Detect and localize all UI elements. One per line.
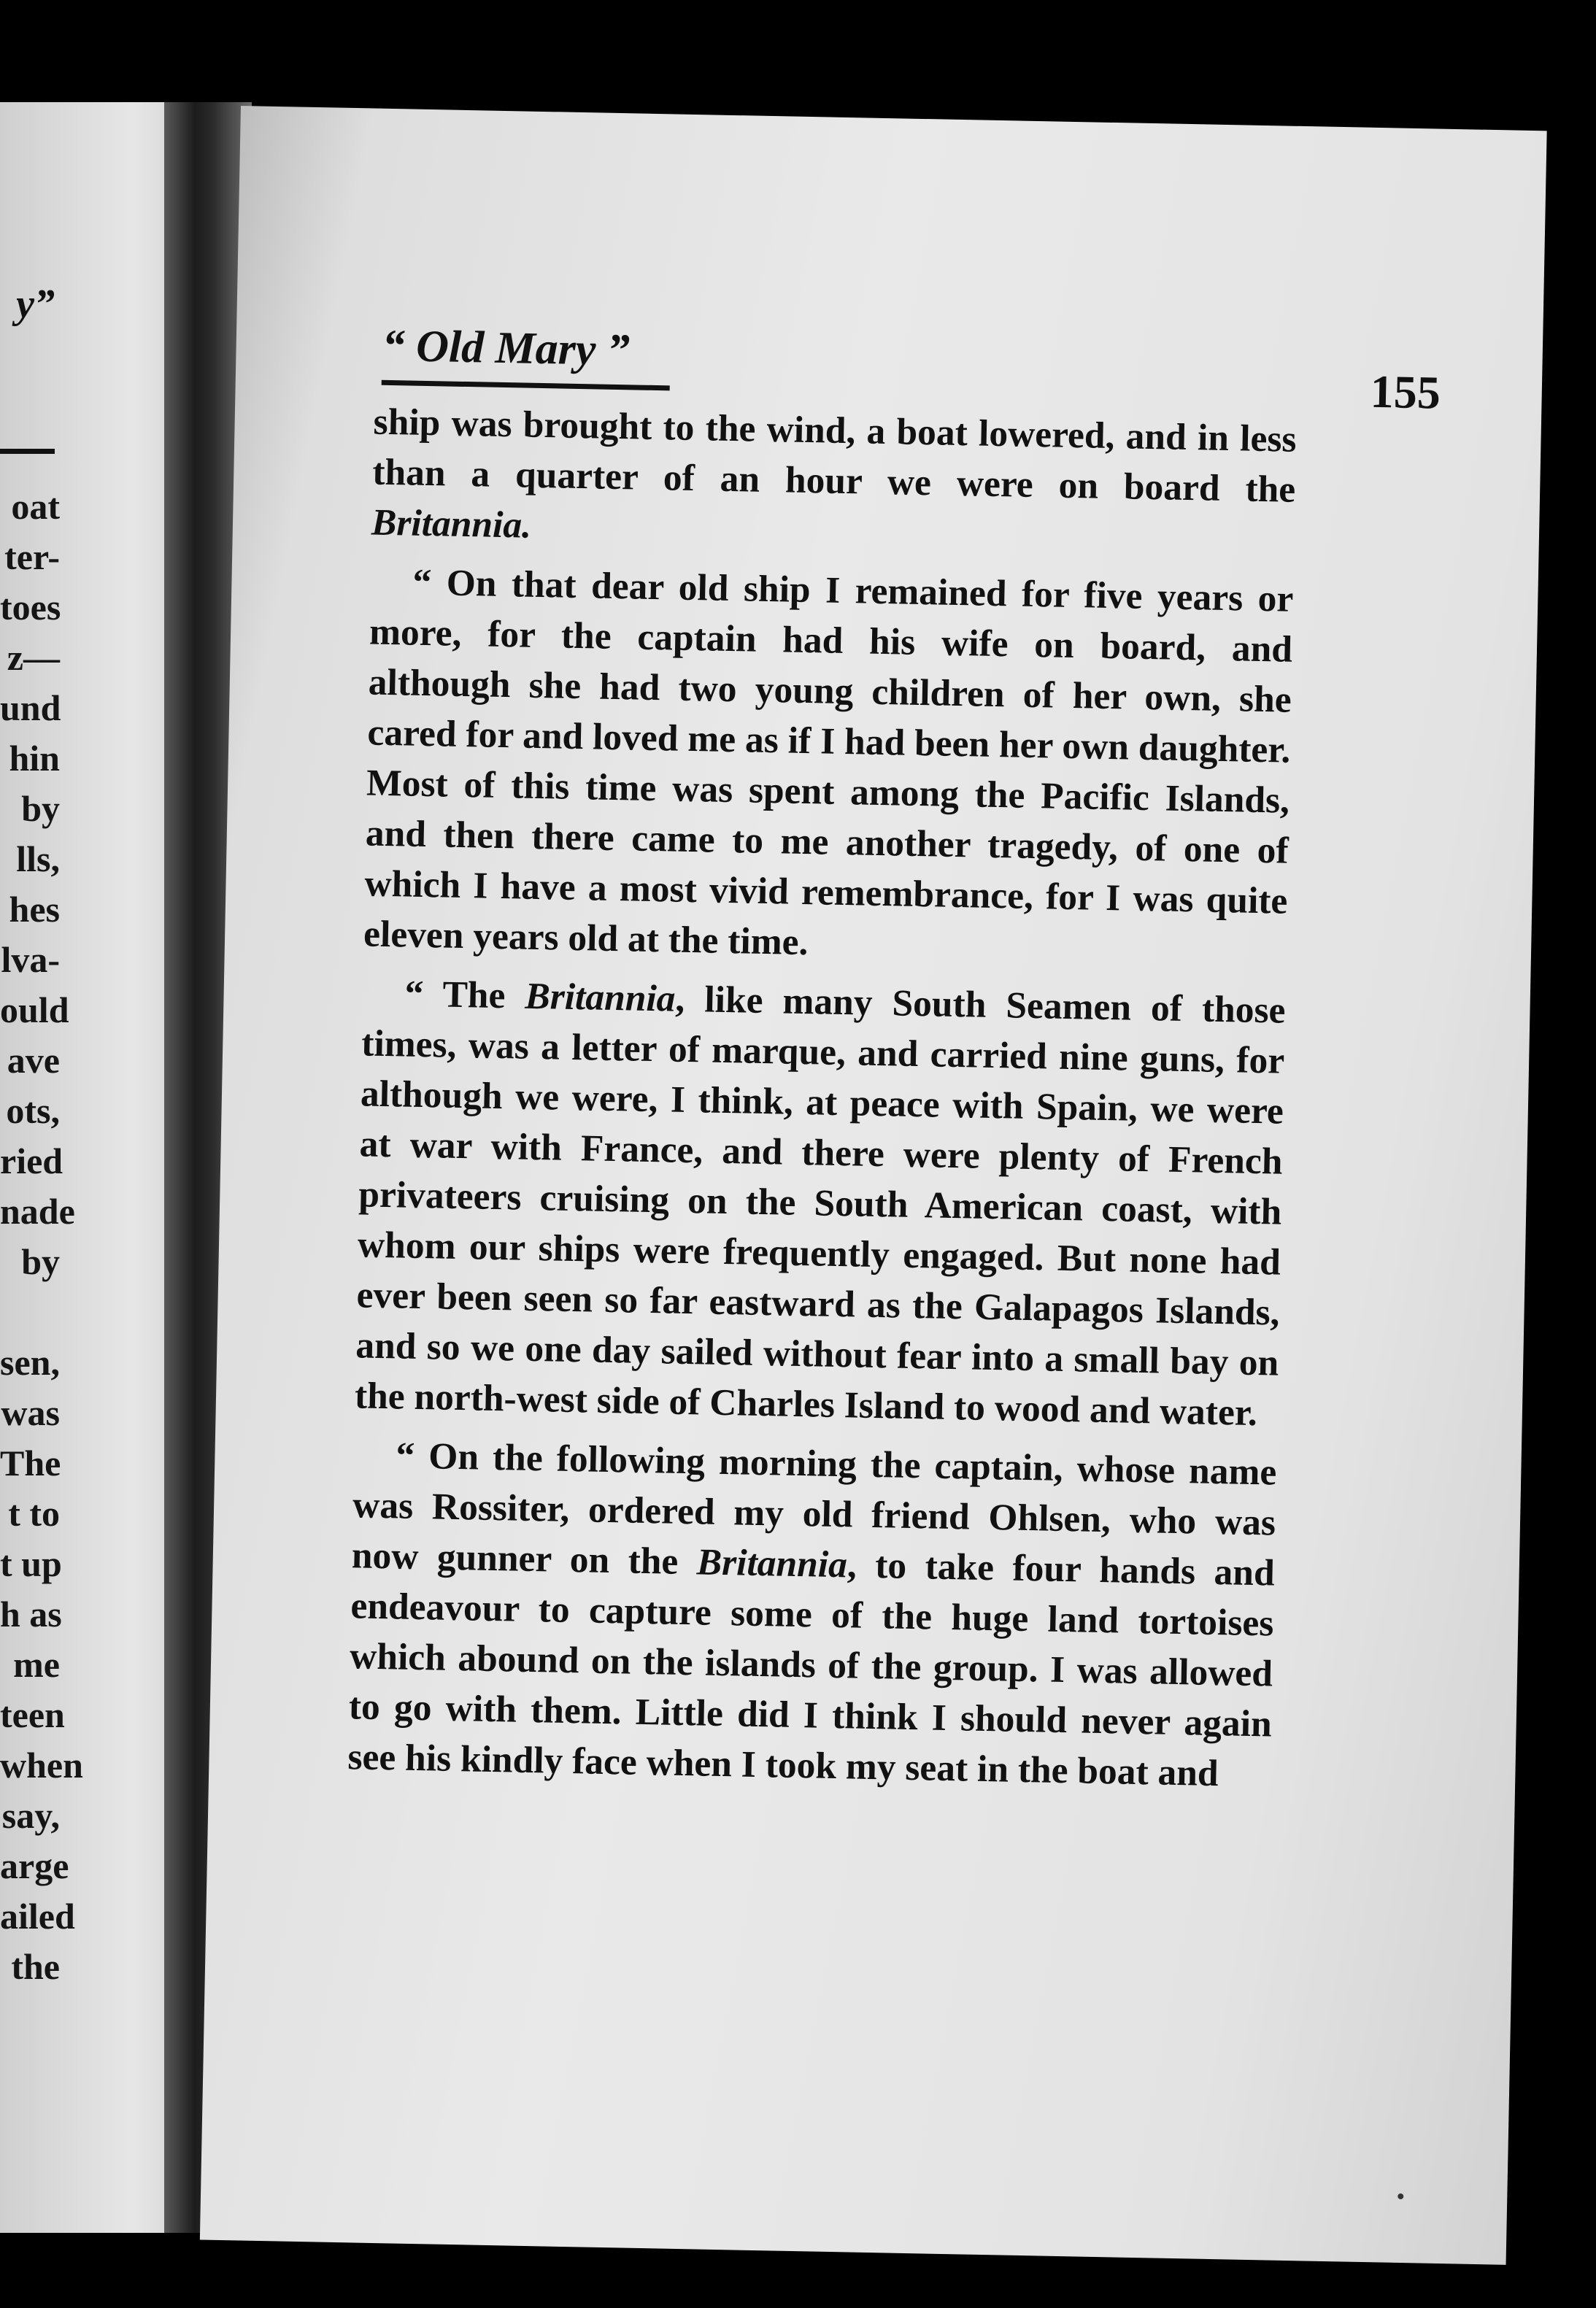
left-line-fragment: h as [0,1594,62,1634]
paragraph-text: “ The [404,973,525,1017]
paragraph [363,557,1294,977]
left-line-fragment: nade [0,1191,75,1232]
left-line-fragment: t up [0,1543,62,1584]
left-line-fragment [0,1287,60,1338]
paragraph-text: ship was brought to the wind, a boat lowered, and in less than a quarter of an hour we were on board the [371,401,1298,511]
page-number: 155 [1370,365,1441,419]
left-line-fragment: ots, [6,1090,60,1131]
left-line-fragment: ould [0,989,69,1030]
left-line-fragment: by [21,1241,60,1282]
left-line-fragment: oat [11,486,60,527]
left-head-rule [0,449,55,454]
left-line-fragment: the [11,1946,60,1987]
left-line-fragment: sen, [0,1342,60,1383]
left-line-fragment: was [1,1392,60,1433]
left-line-fragment: lls, [16,838,60,879]
paragraph [347,1429,1277,1799]
running-head-rule [382,380,670,391]
left-line-fragment: me [13,1644,60,1685]
paragraph [354,968,1286,1438]
left-line-fragments [0,482,83,1992]
left-line-fragment: The [0,1443,61,1483]
body-text [347,397,1297,1809]
left-line-fragment: when [0,1745,83,1786]
left-line-fragment: t to [8,1493,60,1534]
left-line-fragment: ried [0,1141,63,1181]
paragraph-text: , to take four hands and endeavour to capture some of the huge land tortoises which abound on the islands of the group. I was allowed to go with them. Little did I think I should never again see his kindly face when I took my seat in the boat and [347,1544,1276,1795]
left-line-fragment: z— [7,637,60,678]
left-line-fragment: ave [7,1040,60,1081]
left-line-fragment: toes [0,587,61,628]
paragraph-text: “ On the following morning the captain, whose name was Rossiter, ordered my old friend Ohlsen, who was now gunner on the [351,1435,1277,1583]
paragraph-text: “ On that dear old ship I remained for five years or more, for the captain had his wife on board, and although she had two young children of her own, she cared for and loved me as if I had been her own daughter. Most of this time was spent among the Pacific Islands, and then there came to me another tragedy, of one of which I have a most vivid remembrance, for I was quite eleven years old at the time. [363,561,1294,964]
ship-name-italic: Britannia [524,975,676,1020]
left-line-fragment: lva- [1,939,60,980]
left-line-fragment: hes [9,889,60,930]
left-running-head: y” [16,282,55,327]
left-line-fragment: hin [9,738,60,779]
ship-name-italic: Britannia. [371,501,532,547]
paragraph [371,397,1297,566]
left-line-fragment: teen [0,1694,65,1735]
paragraph-text: , like many South Seamen of those times, was a letter of marque, and carried nine guns, for although we were, I think, at peace with Spain, we were at war with France, and there were plenty of French privateers cruising on the South American coast, with whom our ships were frequently engaged. But none had ever been seen so far eastward as the Galapagos Islands, and so we one day sailed without fear into a small bay on the north-west side of Charles Island to wood and water. [354,978,1287,1435]
left-line-fragment: ter- [4,536,60,577]
page-speck [1398,2193,1403,2199]
left-line-fragment: by [21,788,60,829]
left-line-fragment: ailed [0,1896,75,1937]
left-line-fragment: say, [1,1795,60,1836]
running-head: “ Old Mary ” [382,320,631,376]
book-page [200,106,1547,2265]
left-line-fragment: und [0,687,61,728]
ship-name-italic: Britannia [696,1541,848,1586]
left-line-fragment: arge [0,1845,69,1886]
